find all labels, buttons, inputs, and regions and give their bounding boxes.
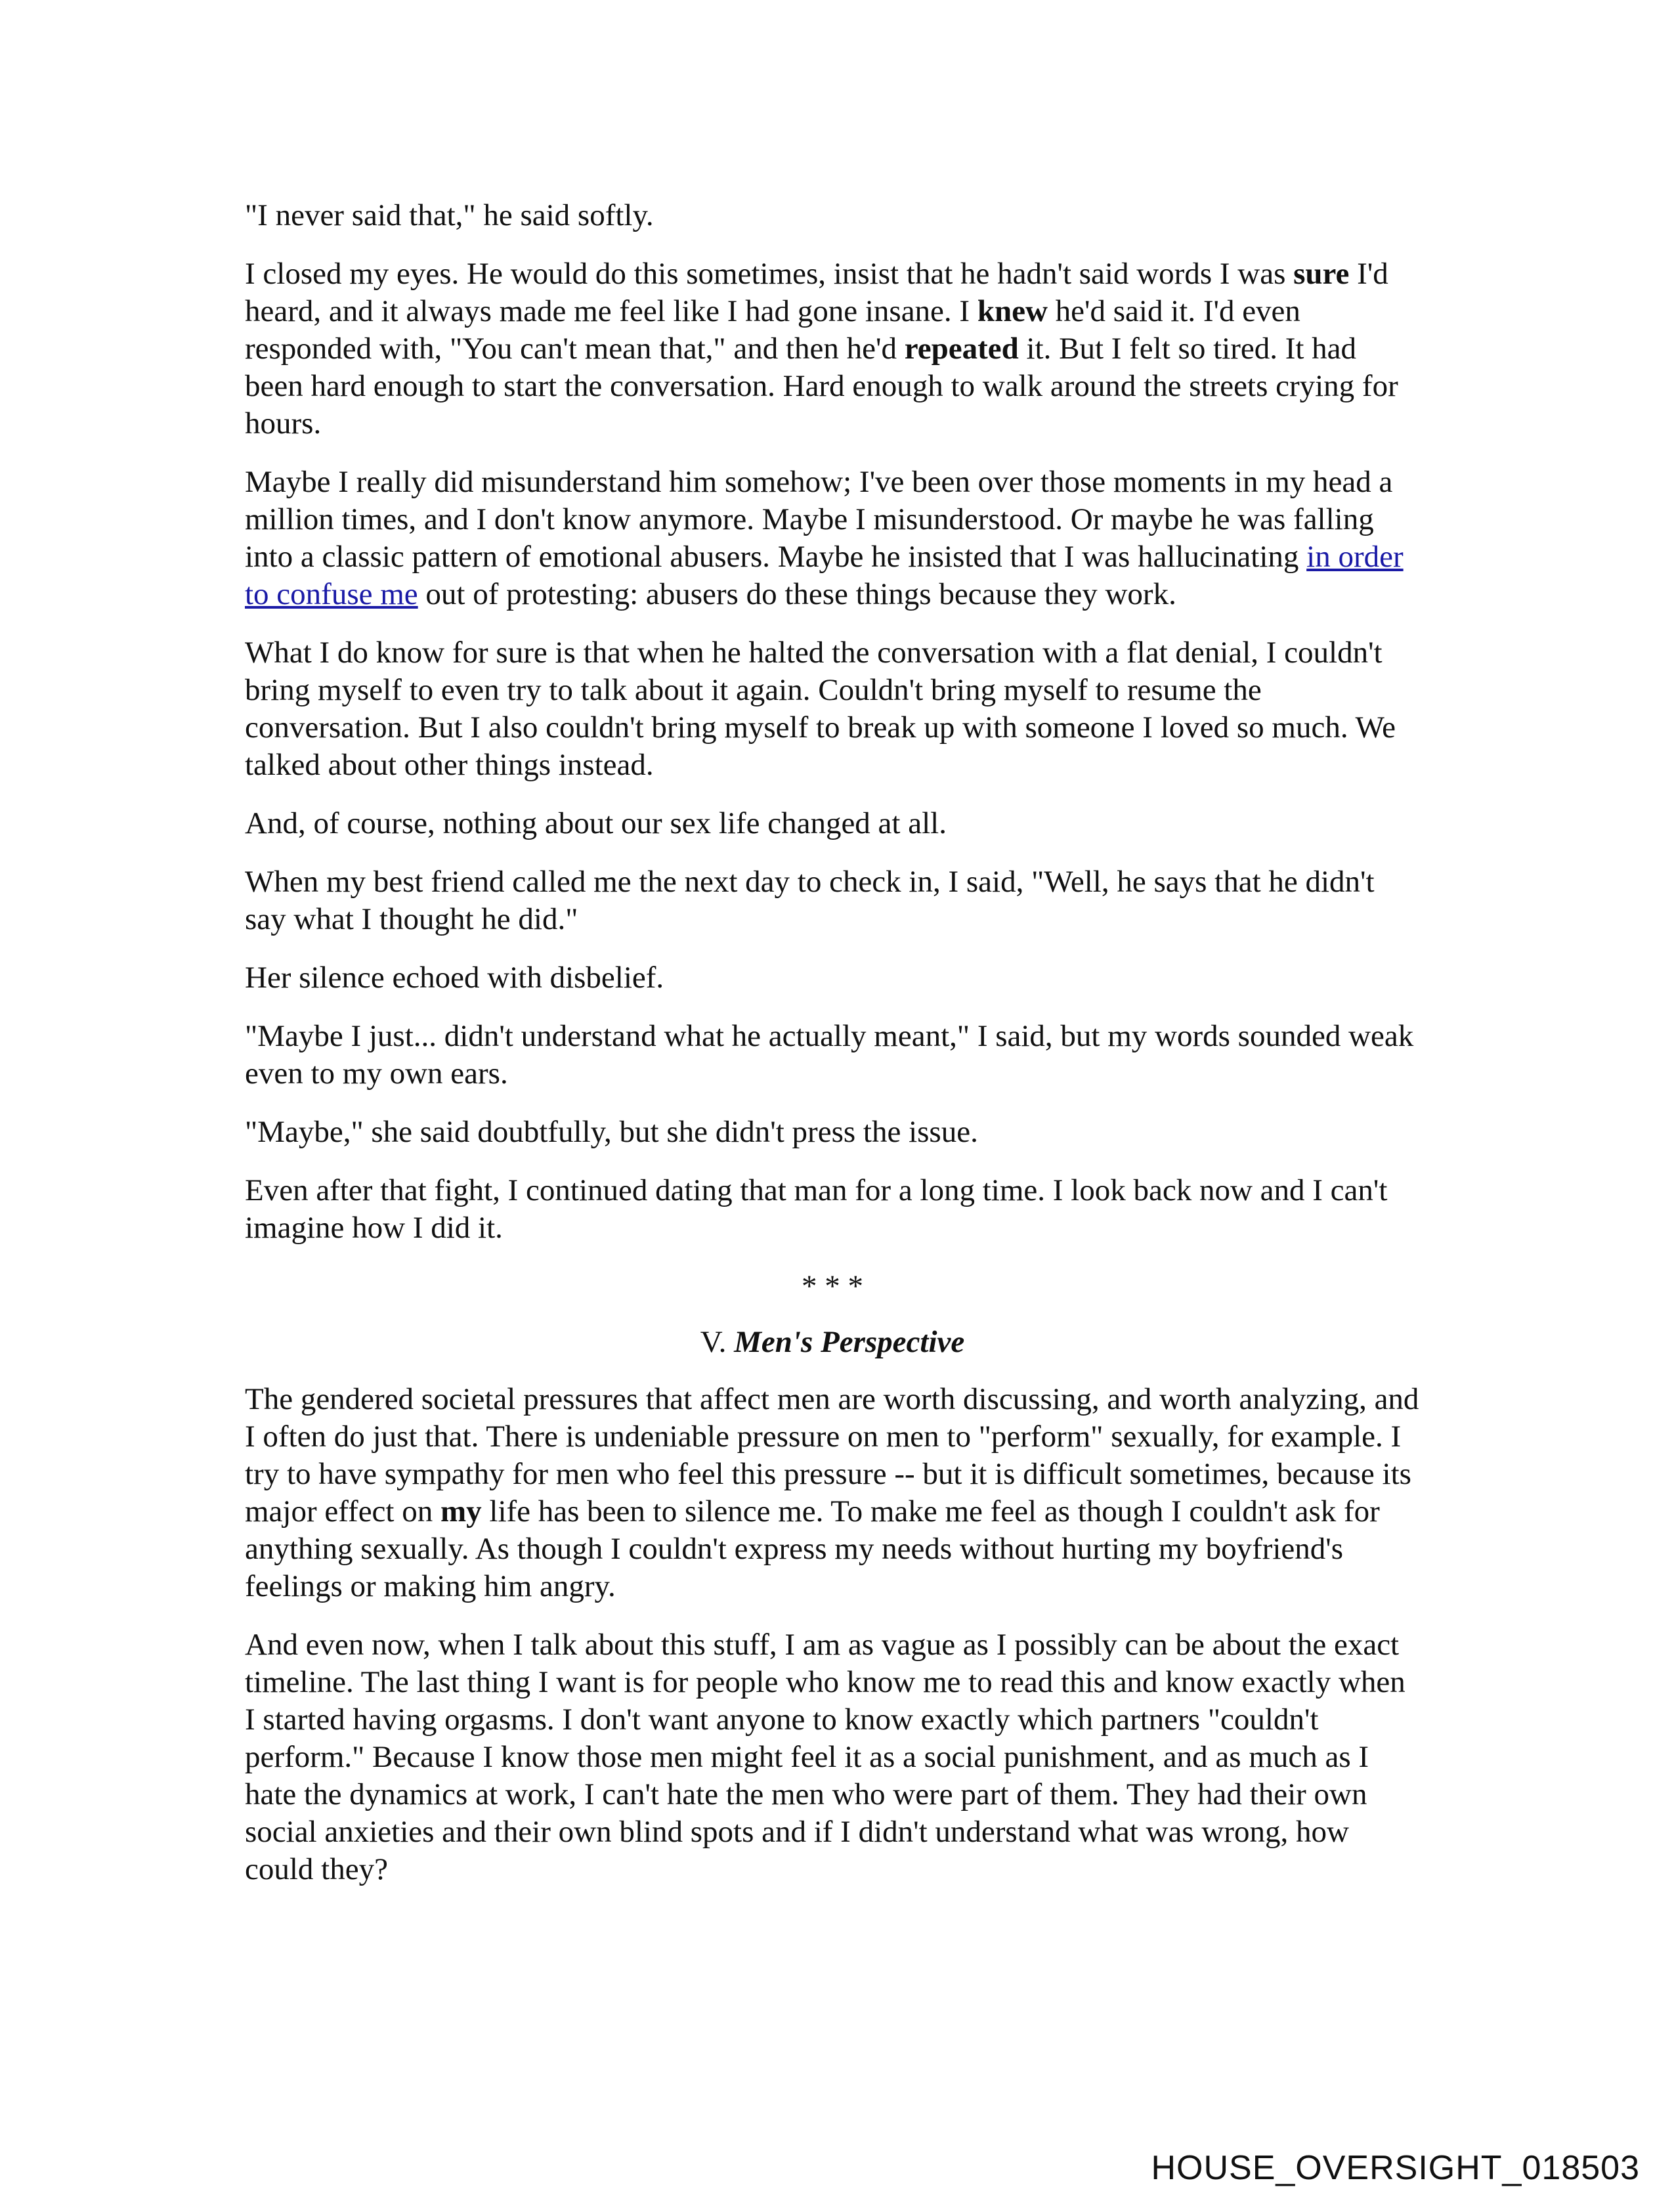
section-numeral: V. — [700, 1325, 735, 1359]
paragraph-6: When my best friend called me the next day to check in, I said, "Well, he says that he didn't say what I thought he did." — [245, 865, 1375, 936]
text-run: out of protesting: abusers do these things because they work. — [418, 577, 1176, 611]
paragraph-3 — [245, 464, 1420, 613]
text-run: I'd heard, and it always made me feel like I had gone insane. I — [245, 257, 1388, 328]
section-heading — [245, 1324, 1420, 1361]
paragraph-9: "Maybe," she said doubtfully, but she didn't press the issue. — [245, 1115, 978, 1149]
bold-text: sure — [1293, 257, 1350, 291]
bates-number: HOUSE_OVERSIGHT_018503 — [1151, 2149, 1640, 2187]
paragraph-1: "I never said that," he said softly. — [245, 198, 654, 232]
bold-text: repeated — [904, 332, 1019, 366]
text-run: The gendered societal pressures that affect men are worth discussing, and worth analyzing, and I often do just that. There is undeniable pressure on men to "perform" sexually, for example. I try to have sympathy for men who feel this pressure -- but it is difficult sometimes, because its major effect on — [245, 1382, 1419, 1529]
paragraph-4: What I do know for sure is that when he halted the conversation with a flat denial, I couldn't bring myself to even try to talk about it again. Couldn't bring myself to resume the conversation. But I also couldn't bring myself to break up with someone I loved so much. We talked about other things instead. — [245, 636, 1396, 782]
text-run: it. But I felt so tired. It had been hard enough to start the conversation. Hard enough to walk around the streets crying for hours. — [245, 332, 1398, 441]
section-title: Men's Perspective — [734, 1325, 965, 1359]
paragraph-11 — [245, 1381, 1420, 1605]
section-separator: * * * — [802, 1269, 863, 1303]
paragraph-2 — [245, 255, 1420, 443]
bold-text: knew — [977, 294, 1048, 328]
paragraph-12: And even now, when I talk about this stuff, I am as vague as I possibly can be about the exact timeline. The last thing I want is for people who know me to read this and know exactly when I started having orgasms. I don't want anyone to know exactly which partners "couldn't perform." Because I know those men might feel it as a social punishment, and as much as I hate the dynamics at work, I can't hate the men who were part of them. They had their own social anxieties and their own blind spots and if I didn't understand what was wrong, how could they? — [245, 1628, 1406, 1886]
paragraph-7: Her silence echoed with disbelief. — [245, 961, 664, 995]
text-run: Maybe I really did misunderstand him somehow; I've been over those moments in my head a million times, and I don't know anymore. Maybe I misunderstood. Or maybe he was falling into a classic pattern of emotional abusers. Maybe he insisted that I was hallucinating — [245, 465, 1393, 574]
paragraph-10: Even after that fight, I continued dating that man for a long time. I look back now and I can't imagine how I did it. — [245, 1173, 1388, 1245]
paragraph-5: And, of course, nothing about our sex life changed at all. — [245, 806, 947, 840]
document-body — [245, 197, 1420, 1909]
text-run: life has been to silence me. To make me feel as though I couldn't ask for anything sexually. As though I couldn't express my needs without hurting my boyfriend's feelings or making him angry. — [245, 1494, 1380, 1603]
text-run: he'd said it. I'd even responded with, "You can't mean that," and then he'd — [245, 294, 1300, 366]
confuse-me-link[interactable]: in order to confuse me — [245, 540, 1404, 611]
bold-text: my — [440, 1494, 482, 1529]
paragraph-8: "Maybe I just... didn't understand what he actually meant," I said, but my words sounded weak even to my own ears. — [245, 1019, 1414, 1091]
text-run: I closed my eyes. He would do this sometimes, insist that he hadn't said words I was — [245, 257, 1294, 291]
